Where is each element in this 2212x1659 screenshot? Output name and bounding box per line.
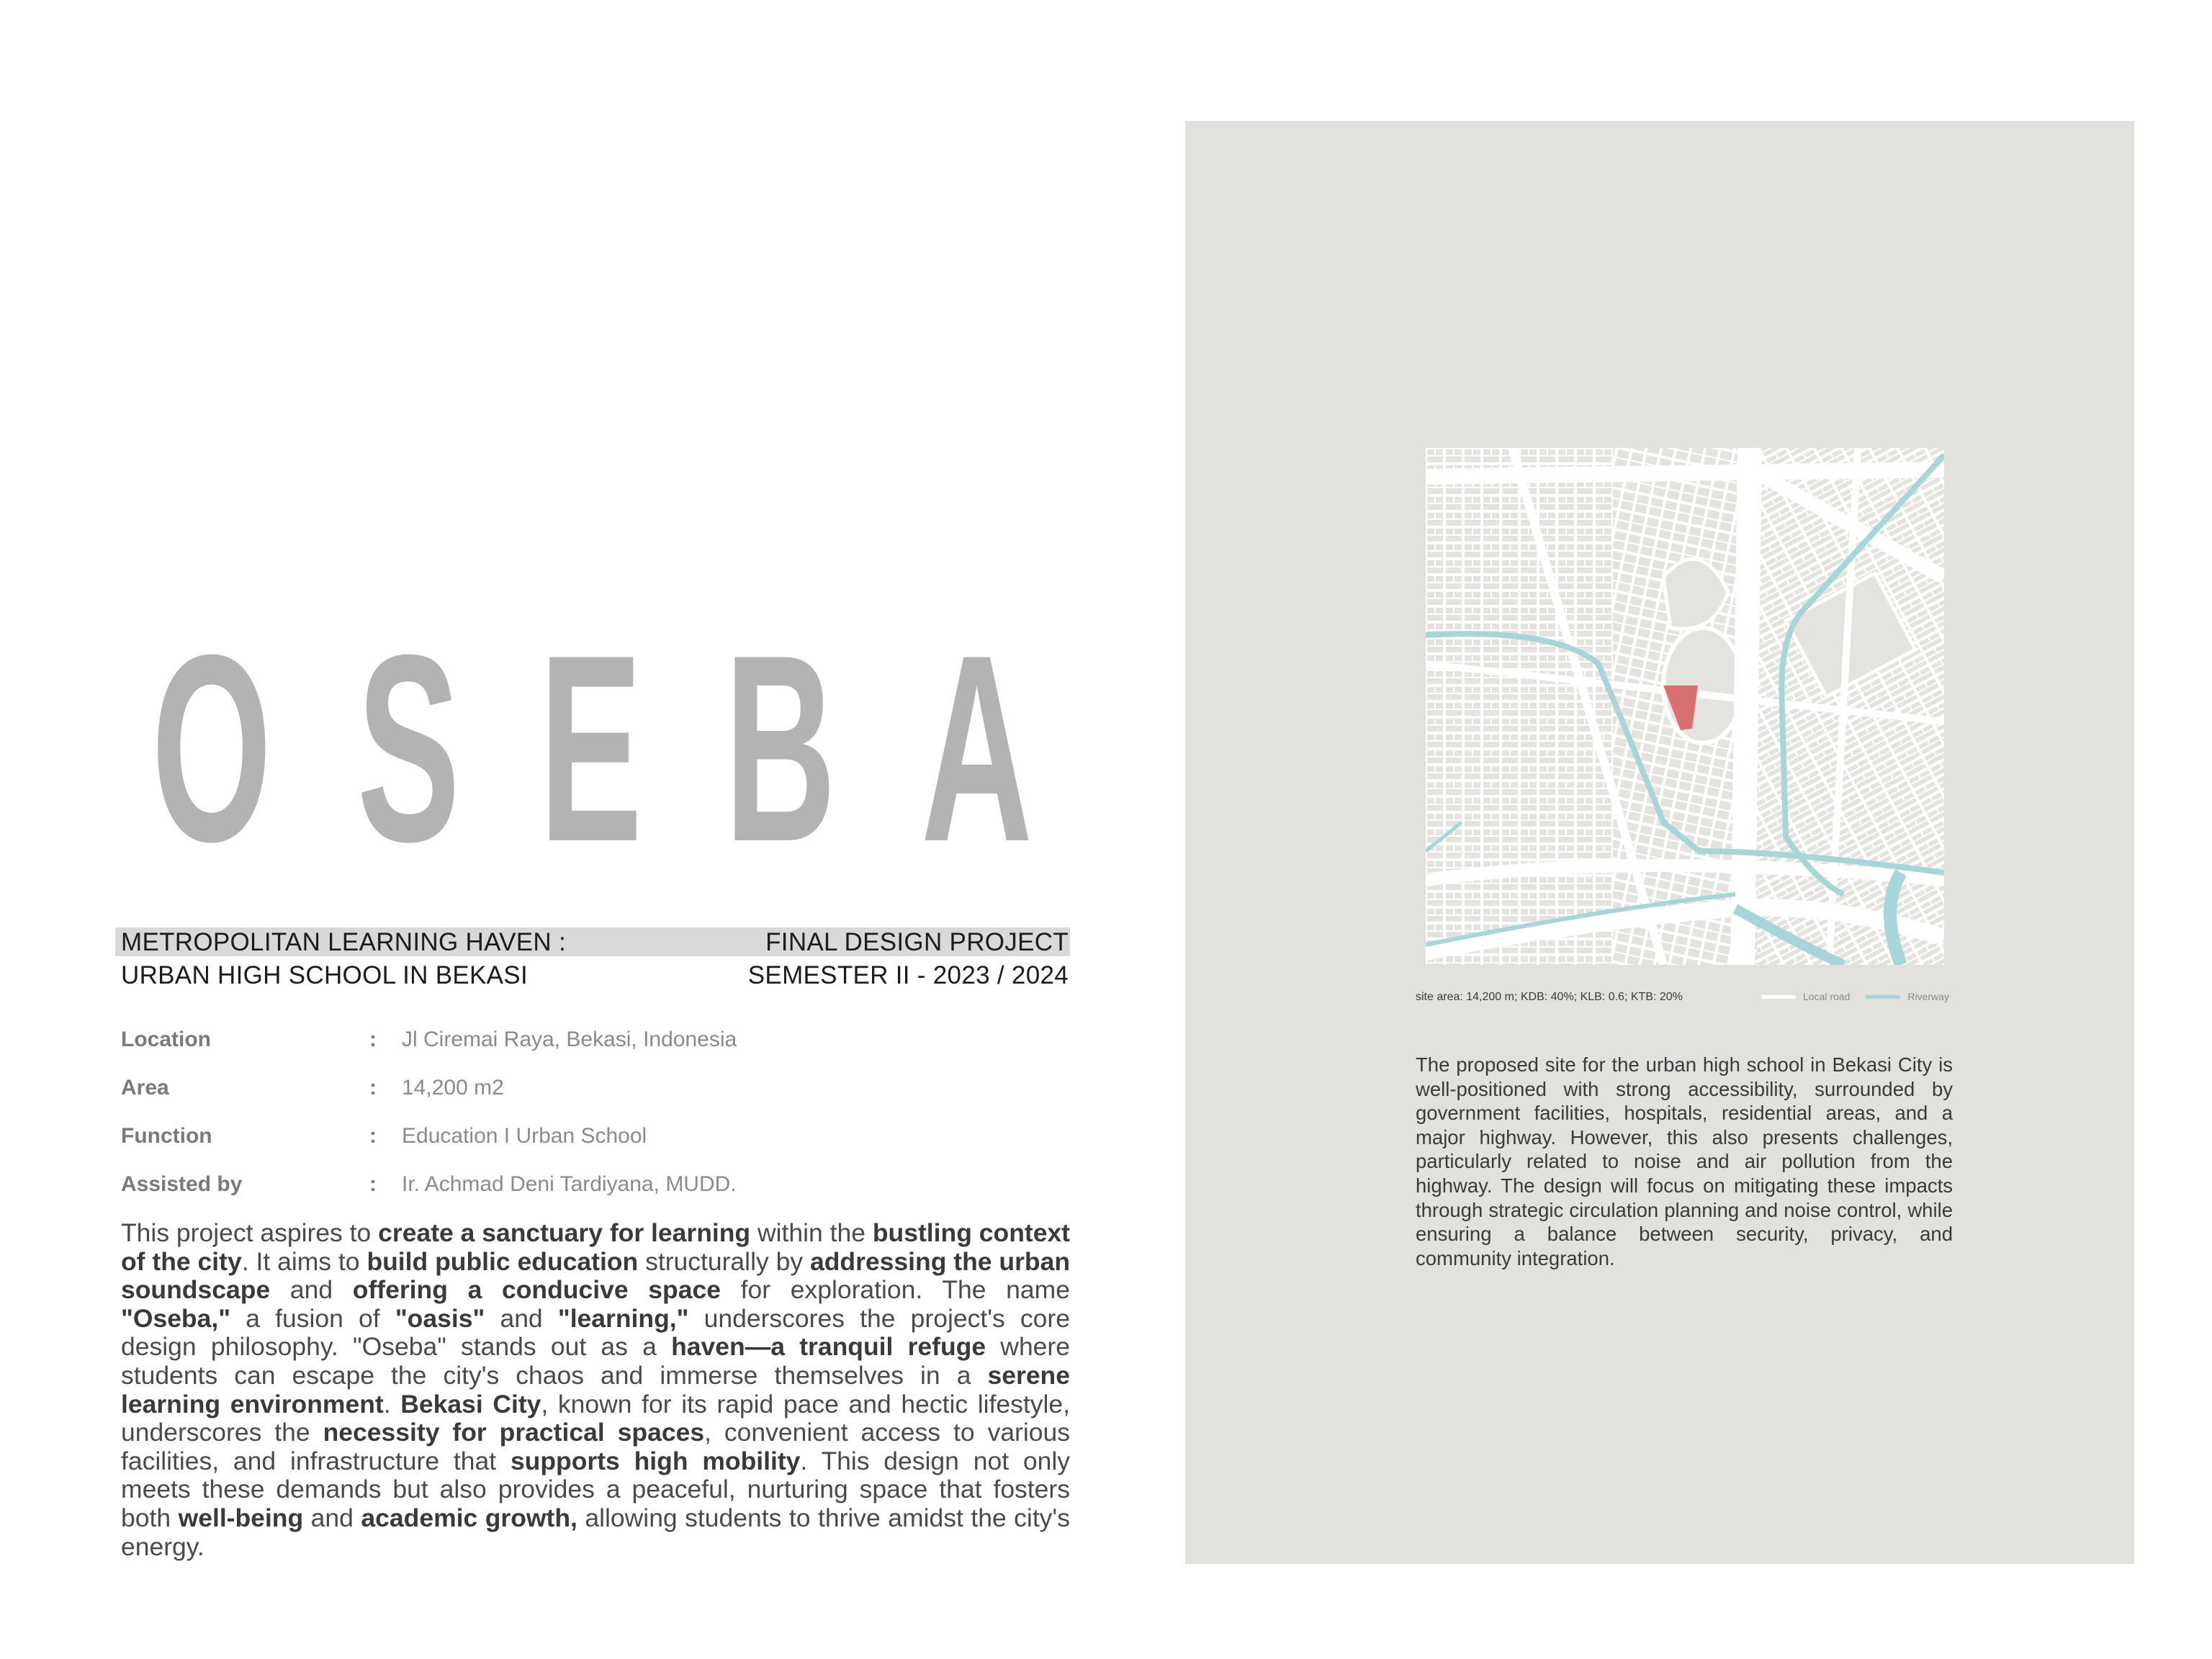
- description-text: for exploration. The name: [720, 1275, 1070, 1305]
- info-colon: :: [369, 1123, 377, 1148]
- description-emphasis: bustling context of the city: [121, 1218, 1071, 1276]
- description-emphasis: haven—a tranquil refuge: [671, 1332, 986, 1362]
- description-text: structurally by: [638, 1246, 810, 1276]
- description-emphasis: "Oseba,": [121, 1303, 231, 1333]
- description-text: underscores the project's core design philosophy. "Oseba" stands out as a: [121, 1303, 1070, 1362]
- description-text: and: [270, 1275, 353, 1305]
- project-title: [108, 600, 1073, 897]
- description-text: allowing students to thrive amidst the city's energy.: [121, 1503, 1070, 1561]
- subtitle-right-1: FINAL DESIGN PROJECT: [765, 928, 1069, 956]
- info-row-function: [121, 1112, 1071, 1160]
- info-value: Education I Urban School: [402, 1123, 647, 1148]
- subtitle-left-2: URBAN HIGH SCHOOL IN BEKASI: [121, 961, 528, 989]
- title-letter: A: [920, 600, 1033, 897]
- legend-swatch: [1866, 995, 1900, 999]
- legend-label: Local road: [1803, 991, 1851, 1002]
- description-emphasis: build public education: [367, 1246, 639, 1276]
- site-stats: site area: 14,200 m; KDB: 40%; KLB: 0.6; KTB: 20%: [1416, 991, 1683, 1003]
- description-emphasis: supports high mobility: [510, 1446, 801, 1475]
- description-emphasis: Bekasi City: [400, 1389, 541, 1419]
- info-colon: :: [369, 1172, 377, 1196]
- project-description: [121, 1219, 1070, 1561]
- description-text: within the: [750, 1218, 873, 1247]
- subtitle-line-2: [121, 959, 1069, 992]
- description-text: . This design not only meets these demands but also provides a peaceful, nurturing space that fosters both: [121, 1446, 1070, 1532]
- description-emphasis: addressing the urban soundscape: [121, 1246, 1071, 1305]
- description-emphasis: well-being: [178, 1503, 304, 1532]
- info-key: Location: [121, 1027, 211, 1051]
- description-text: . It aims to: [241, 1246, 367, 1276]
- info-key: Function: [121, 1123, 212, 1148]
- description-emphasis: create a sanctuary for learning: [378, 1218, 751, 1247]
- description-text: where students can escape the city's chaos and immerse themselves in a: [121, 1332, 1070, 1390]
- description-text: This project aspires to: [121, 1218, 379, 1247]
- legend-label: Riverway: [1907, 991, 1949, 1002]
- map-legend: [1761, 991, 1965, 1002]
- info-colon: :: [369, 1027, 377, 1051]
- map-road: [1426, 469, 1944, 477]
- description-text: and: [485, 1303, 558, 1333]
- description-emphasis: "learning,": [557, 1303, 689, 1333]
- map-highway: [1743, 448, 1750, 965]
- info-value: Ir. Achmad Deni Tardiyana, MUDD.: [402, 1172, 737, 1196]
- description-emphasis: academic growth,: [361, 1503, 577, 1532]
- info-key: Area: [121, 1075, 169, 1100]
- site-description: The proposed site for the urban high school in Bekasi City is well-positioned with strong accessibility, surrounded by government facilities, hospitals, residential areas, and a major highway. However, this also presents challenges, particularly related to noise and air pollution from the highway. The design will focus on mitigating these impacts through strategic circulation planning and noise control, while ensuring a balance between security, privacy, and community integration.: [1416, 1053, 1953, 1269]
- info-row-assisted: [121, 1160, 1071, 1208]
- title-letter: E: [539, 600, 642, 897]
- info-colon: :: [369, 1075, 377, 1100]
- subtitle-left-1: METROPOLITAN LEARNING HAVEN :: [121, 928, 567, 956]
- description-emphasis: "oasis": [395, 1303, 485, 1333]
- description-emphasis: necessity for practical spaces: [323, 1418, 705, 1447]
- legend-riverway: [1866, 991, 1949, 1002]
- legend-local-road: [1761, 991, 1850, 1002]
- info-key: Assisted by: [121, 1172, 243, 1196]
- description-text: .: [383, 1389, 401, 1419]
- site-map: [1426, 448, 1944, 965]
- info-row-location: [121, 1015, 1071, 1064]
- description-text: and: [303, 1503, 361, 1532]
- site-map-graphic: [1426, 448, 1944, 965]
- title-letter: B: [724, 600, 836, 897]
- description-text: a fusion of: [230, 1303, 395, 1333]
- title-letter: O: [151, 600, 272, 897]
- legend-swatch: [1761, 995, 1796, 999]
- description-emphasis: serene learning environment: [121, 1360, 1070, 1419]
- description-text: , known for its rapid pace and hectic lifestyle, underscores the: [121, 1389, 1070, 1447]
- info-value: Jl Ciremai Raya, Bekasi, Indonesia: [402, 1027, 737, 1051]
- subtitle-right-2: SEMESTER II - 2023 / 2024: [747, 961, 1069, 989]
- subtitle-line-1: [121, 926, 1069, 959]
- description-text: , convenient access to various facilities, and infrastructure that: [121, 1418, 1071, 1475]
- description-emphasis: offering a conducive space: [352, 1275, 721, 1305]
- title-letter: S: [356, 600, 460, 897]
- project-info: [121, 1015, 1071, 1208]
- info-row-area: [121, 1064, 1071, 1112]
- info-value: 14,200 m2: [402, 1075, 504, 1100]
